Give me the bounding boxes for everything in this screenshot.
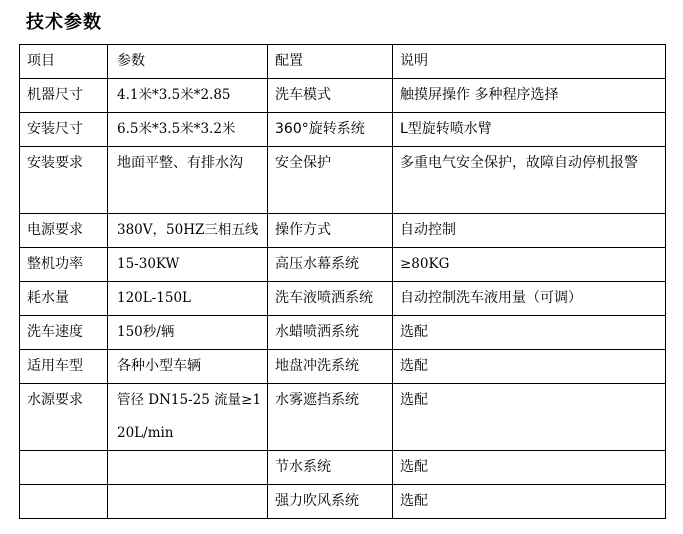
header-config: 配置: [268, 45, 393, 79]
cell-config: 高压水幕系统: [268, 248, 393, 282]
table-row: [20, 384, 666, 451]
table-row: [20, 282, 666, 316]
table-row: [20, 113, 666, 147]
cell-param: 380V，50HZ三相五线: [108, 214, 268, 248]
cell-param: [108, 485, 268, 519]
cell-item: 耗水量: [20, 282, 108, 316]
cell-param: [108, 451, 268, 485]
cell-item: 洗车速度: [20, 316, 108, 350]
cell-desc: 多重电气安全保护，故障自动停机报警: [393, 147, 666, 214]
cell-item: 机器尺寸: [20, 79, 108, 113]
cell-desc: 选配: [393, 451, 666, 485]
cell-item: 整机功率: [20, 248, 108, 282]
cell-desc: 自动控制洗车液用量（可调）: [393, 282, 666, 316]
cell-item: [20, 485, 108, 519]
table-row: [20, 350, 666, 384]
cell-desc: 选配: [393, 350, 666, 384]
table-row: [20, 485, 666, 519]
table-row: [20, 79, 666, 113]
cell-param: 15-30KW: [108, 248, 268, 282]
cell-config: 安全保护: [268, 147, 393, 214]
cell-config: 节水系统: [268, 451, 393, 485]
cell-param: 6.5米*3.5米*3.2米: [108, 113, 268, 147]
cell-desc: 选配: [393, 485, 666, 519]
cell-item: 安装要求: [20, 147, 108, 214]
table-row: [20, 214, 666, 248]
cell-desc: 选配: [393, 316, 666, 350]
cell-desc: L型旋转喷水臂: [393, 113, 666, 147]
cell-config: 地盘冲洗系统: [268, 350, 393, 384]
cell-item: 电源要求: [20, 214, 108, 248]
cell-param: 120L-150L: [108, 282, 268, 316]
spec-table: [19, 44, 666, 519]
cell-param: 各种小型车辆: [108, 350, 268, 384]
cell-item: [20, 451, 108, 485]
cell-param: 4.1米*3.5米*2.85: [108, 79, 268, 113]
cell-config: 操作方式: [268, 214, 393, 248]
header-item: 项目: [20, 45, 108, 79]
page-title: 技术参数: [26, 12, 102, 33]
cell-config: 水蜡喷洒系统: [268, 316, 393, 350]
table-row: [20, 147, 666, 214]
cell-config: 洗车模式: [268, 79, 393, 113]
cell-desc: 触摸屏操作 多种程序选择: [393, 79, 666, 113]
cell-param: 150秒/辆: [108, 316, 268, 350]
cell-config: 强力吹风系统: [268, 485, 393, 519]
cell-item: 水源要求: [20, 384, 108, 451]
cell-param: 地面平整、有排水沟: [108, 147, 268, 214]
cell-config: 水雾遮挡系统: [268, 384, 393, 451]
cell-config: 360°旋转系统: [268, 113, 393, 147]
cell-item: 适用车型: [20, 350, 108, 384]
cell-desc: 选配: [393, 384, 666, 451]
cell-item: 安装尺寸: [20, 113, 108, 147]
table-header-row: [20, 45, 666, 79]
cell-desc: ≥80KG: [393, 248, 666, 282]
cell-desc: 自动控制: [393, 214, 666, 248]
header-desc: 说明: [393, 45, 666, 79]
table-row: [20, 451, 666, 485]
header-param: 参数: [108, 45, 268, 79]
cell-param: 管径 DN15-25 流量≥120L/min: [108, 384, 268, 451]
table-row: [20, 316, 666, 350]
table-row: [20, 248, 666, 282]
cell-config: 洗车液喷洒系统: [268, 282, 393, 316]
